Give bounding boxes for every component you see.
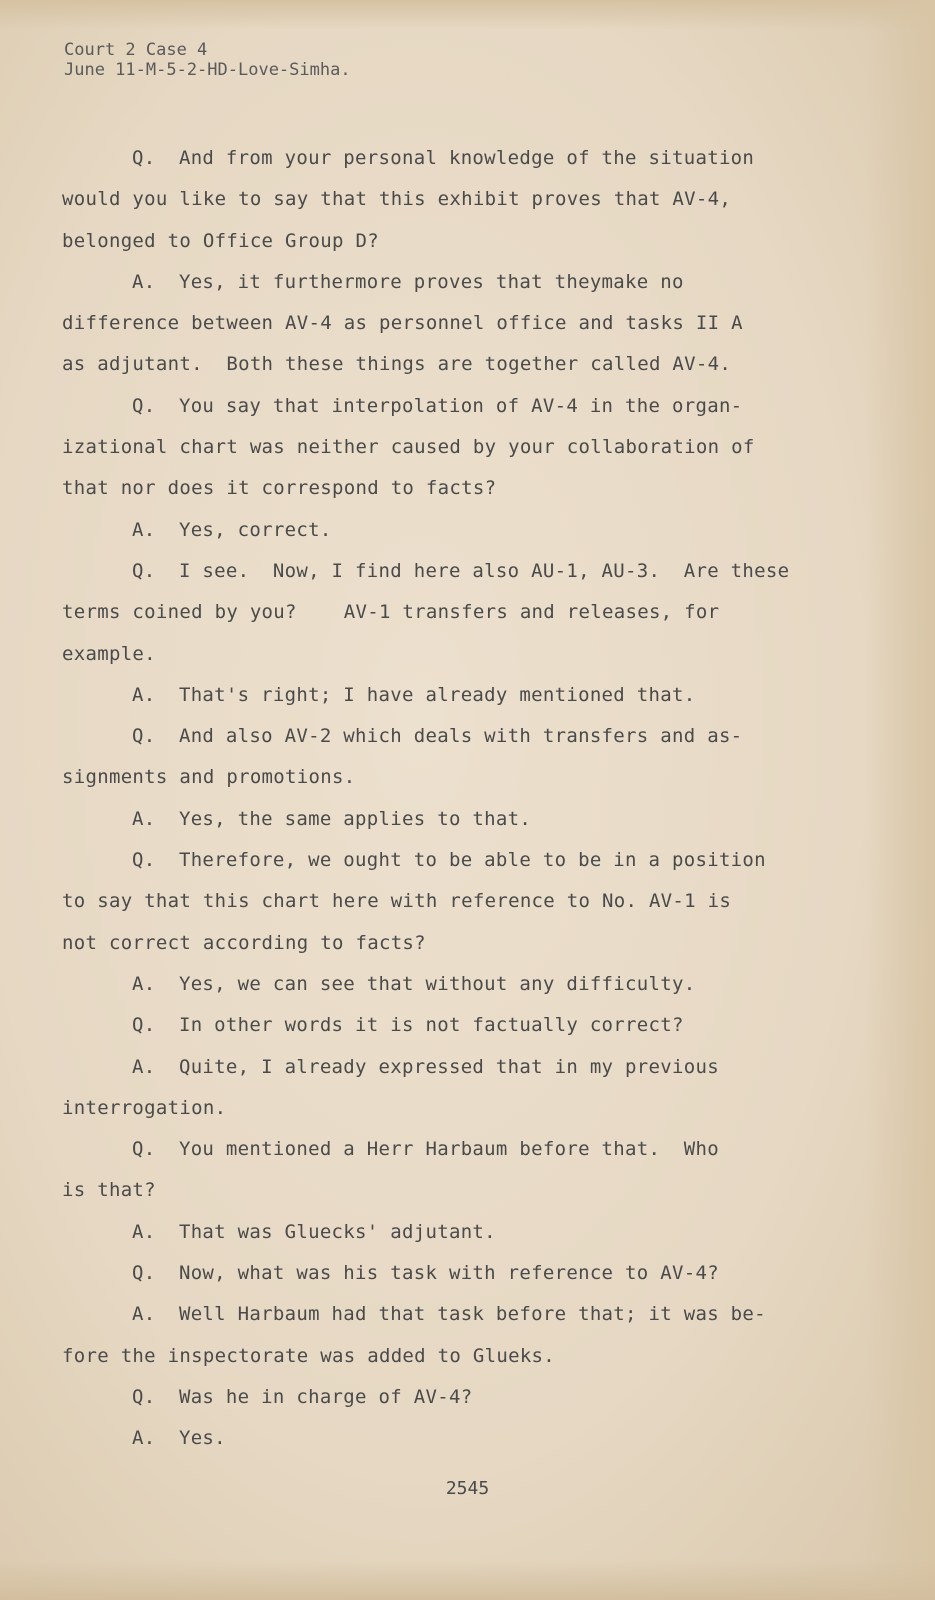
transcript-line: to say that this chart here with reference to No. AV-1 is: [62, 890, 732, 913]
transcript-line: Q. And from your personal knowledge of the situation: [132, 147, 755, 169]
transcript-line: A. That was Gluecks' adjutant.: [132, 1220, 496, 1243]
document-header: [64, 40, 351, 80]
transcript-line: A. Quite, I already expressed that in my previous: [132, 1055, 719, 1078]
transcript-line: A. Yes, it furthermore proves that theymake no: [132, 270, 684, 293]
transcript-line: signments and promotions.: [62, 766, 356, 789]
header-court-case: Court 2 Case 4: [64, 40, 208, 60]
transcript-line: Q. And also AV-2 which deals with transfers and as-: [132, 725, 743, 748]
transcript-line: belonged to Office Group D?: [62, 229, 379, 252]
transcript-line: would you like to say that this exhibit proves that AV-4,: [62, 188, 732, 211]
transcript-line: Q. Was he in charge of AV-4?: [132, 1385, 473, 1408]
transcript-line: fore the inspectorate was added to Glueks.: [62, 1344, 556, 1367]
transcript-line: Q. You mentioned a Herr Harbaum before that. Who: [132, 1138, 719, 1161]
transcript-line: interrogation.: [62, 1096, 227, 1119]
transcript-line: A. Yes, correct.: [132, 518, 332, 541]
paper-edge-right: [865, 0, 935, 1600]
transcript-line: not correct according to facts?: [62, 931, 426, 954]
transcript-line: example.: [62, 642, 156, 665]
transcript-line: A. Yes, the same applies to that.: [132, 807, 532, 830]
transcript-line: as adjutant. Both these things are together called AV-4.: [62, 353, 732, 376]
transcript-line: izational chart was neither caused by your collaboration of: [62, 436, 755, 459]
transcript-line: Q. In other words it is not factually correct?: [132, 1014, 684, 1037]
transcript-line: Q. You say that interpolation of AV-4 in the organ-: [132, 394, 743, 417]
transcript-line: A. Well Harbaum had that task before that; it was be-: [132, 1303, 766, 1326]
transcript-line: A. Yes, we can see that without any difficulty.: [132, 972, 696, 995]
transcript-line: A. Yes.: [132, 1427, 226, 1450]
transcript-line: Q. I see. Now, I find here also AU-1, AU-3. Are these: [132, 559, 790, 582]
transcript-line: A. That's right; I have already mentioned that.: [132, 683, 696, 706]
transcript-line: Q. Therefore, we ought to be able to be in a position: [132, 849, 766, 872]
transcript-line: difference between AV-4 as personnel office and tasks II A: [62, 312, 743, 335]
page-number: 2545: [445, 1478, 490, 1499]
transcript-line: terms coined by you? AV-1 transfers and releases, for: [62, 601, 720, 624]
header-session-info: June 11-M-5-2-HD-Love-Simha.: [64, 60, 351, 80]
paper-edge-top: [0, 0, 935, 30]
transcript-body: [62, 138, 822, 1460]
transcript-line: is that?: [62, 1179, 156, 1202]
paper-edge-bottom: [0, 1560, 935, 1600]
transcript-line: that nor does it correspond to facts?: [62, 477, 497, 500]
transcript-line: Q. Now, what was his task with reference to AV-4?: [132, 1262, 719, 1285]
